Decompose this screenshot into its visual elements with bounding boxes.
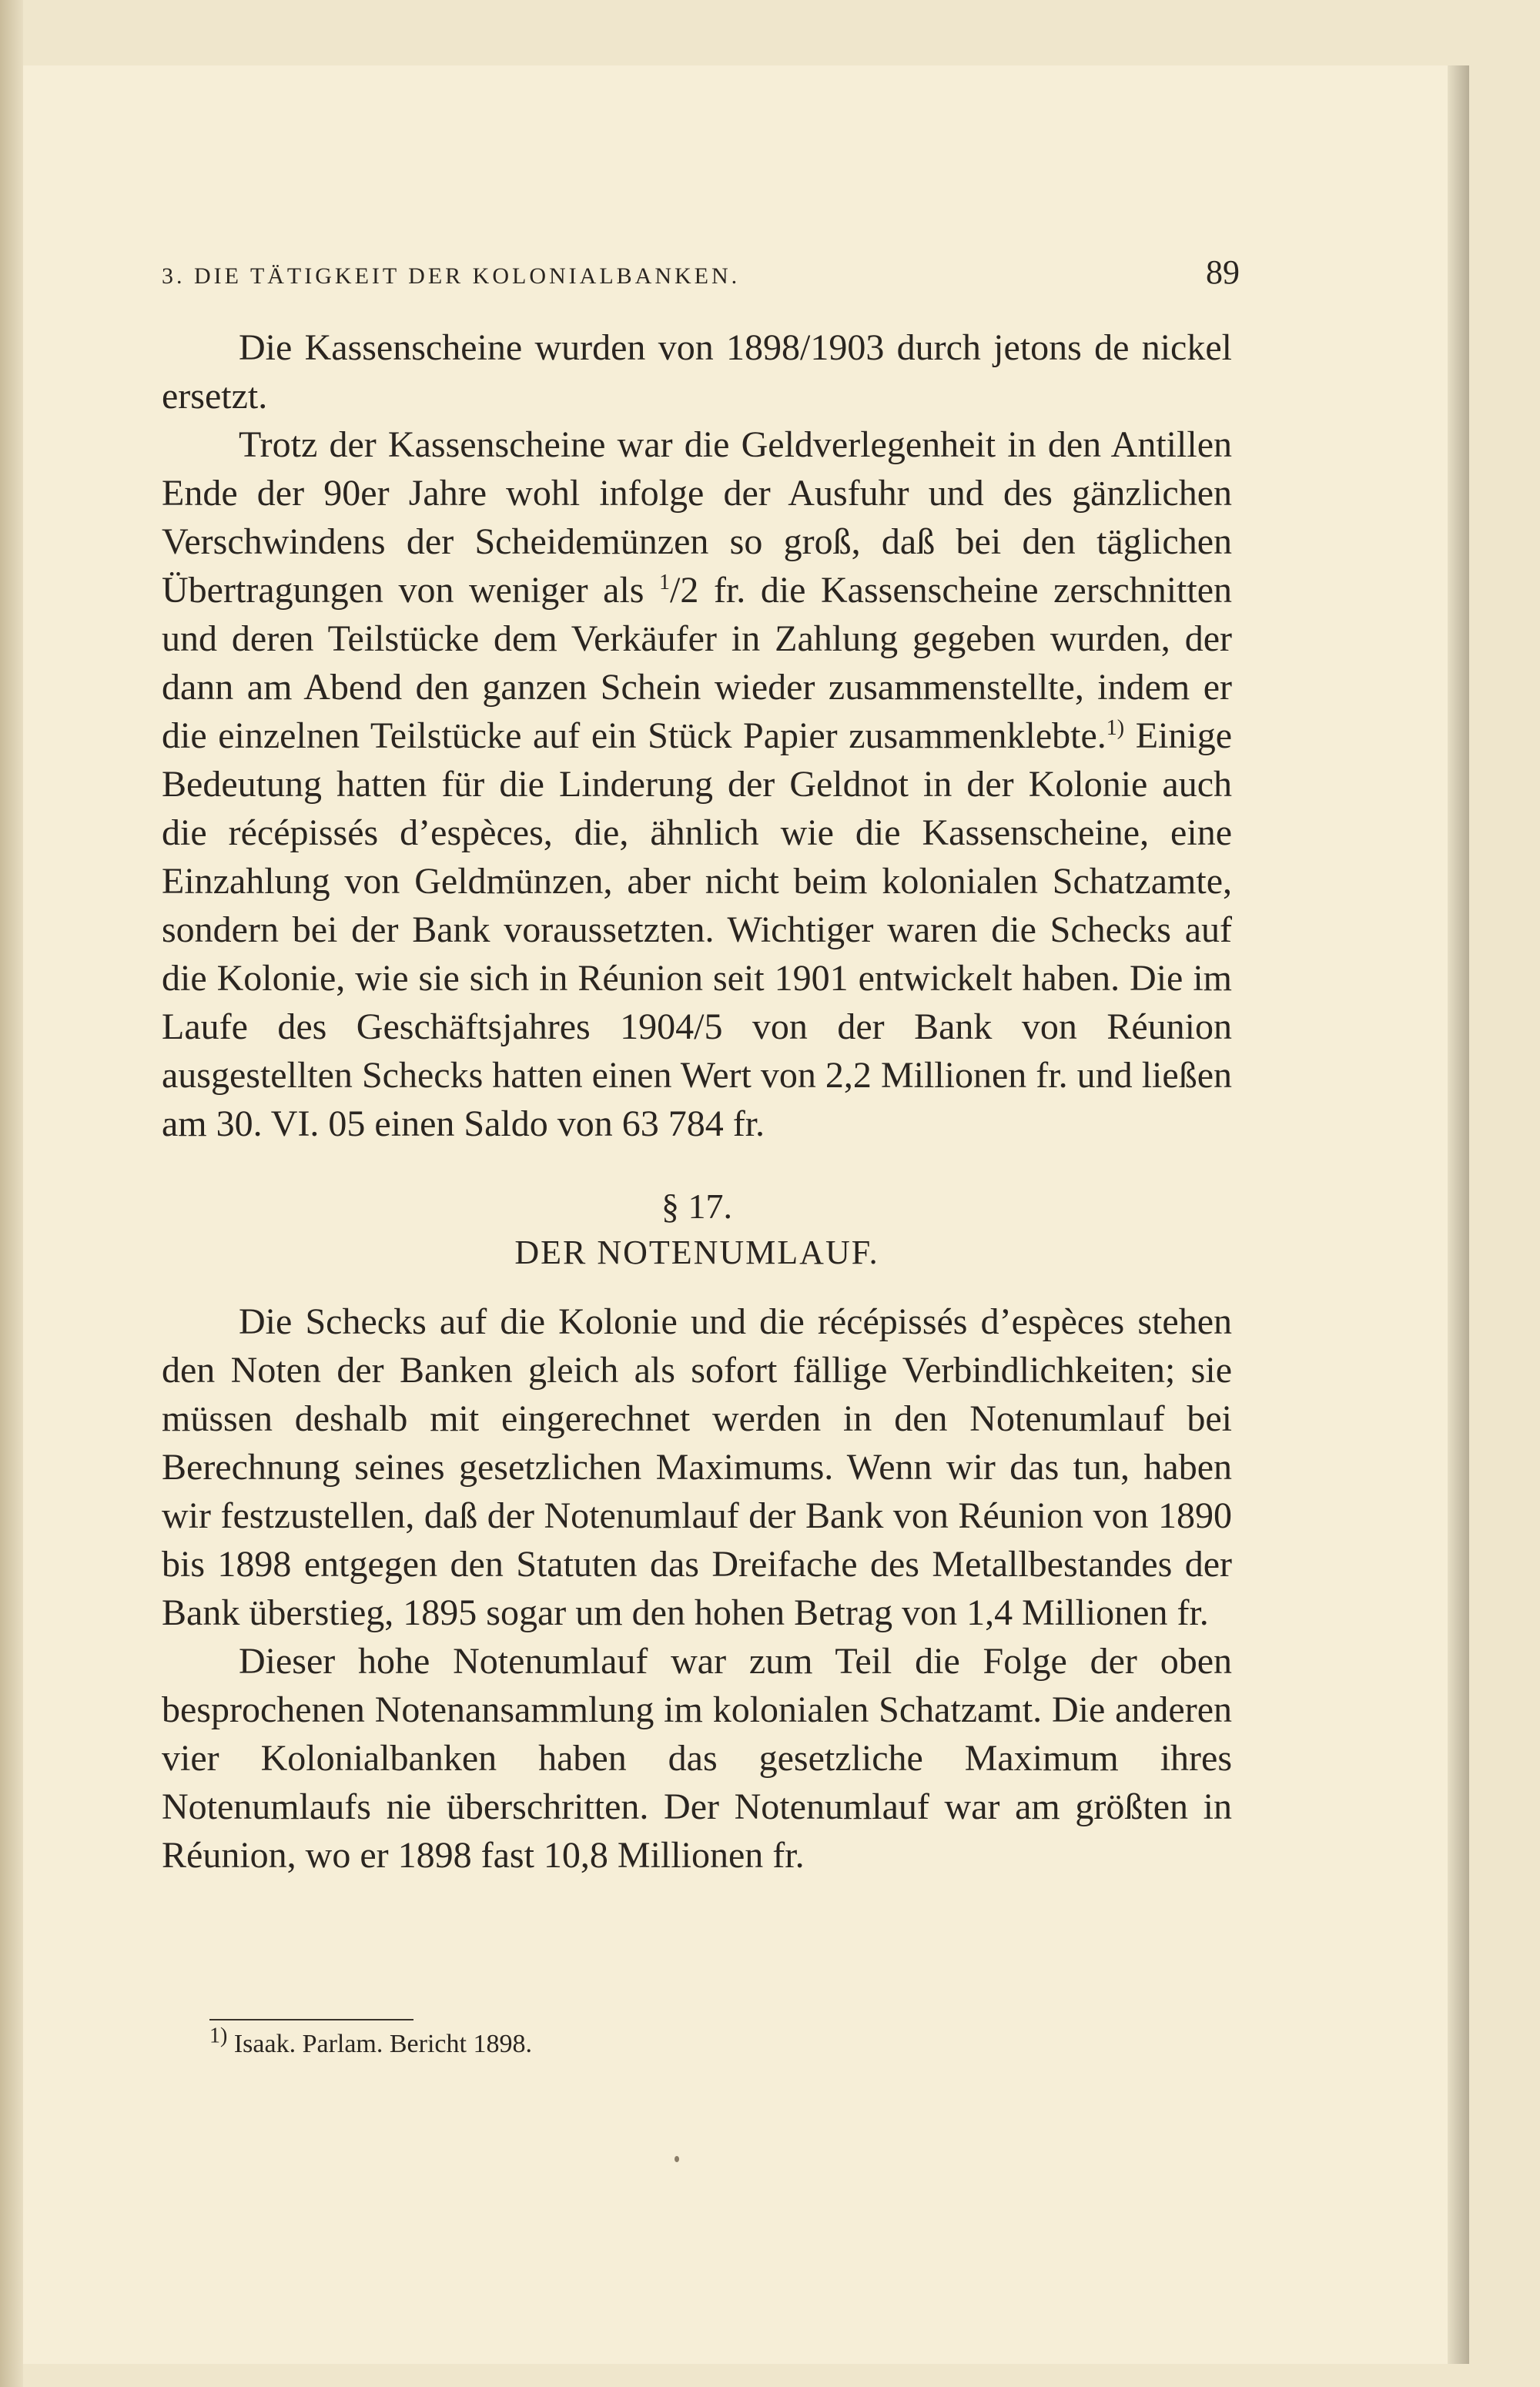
section-number: § 17. xyxy=(661,1187,732,1226)
paragraph-2-part-a: Trotz der Kassenscheine war die Geldverlegenheit in den Antillen Ende der 90er Jahre wohl infolge der Ausfuhr und des gänzlichen Verschwindens der Scheidemünzen so groß, daß bei den täglichen Übertragungen von weniger als xyxy=(162,424,1232,611)
footnote-rule xyxy=(209,2019,413,2020)
page-number: 89 xyxy=(1206,253,1240,291)
paragraph-1: Die Kassenscheine wurden von 1898/1903 durch jetons de nickel ersetzt. xyxy=(162,327,1232,417)
footnote-reference: 1) xyxy=(1106,716,1125,740)
body-text xyxy=(162,323,1232,1880)
footnote xyxy=(209,2025,532,2064)
paragraph-4: Dieser hohe Notenumlauf war zum Teil die Folge der oben besprochenen Notenansammlung im kolonialen Schatzamt. Die anderen vier Kolonialbanken haben das gesetzliche Maximum ihres Notenumlaufs nie überschritten. Der Notenumlauf war am größten in Réunion, wo er 1898 fast 10,8 Millionen fr. xyxy=(162,1641,1232,1876)
paragraph-2 xyxy=(162,420,1232,1148)
book-gutter-shadow xyxy=(0,0,23,2387)
section-title: DER NOTENUMLAUF. xyxy=(514,1234,879,1271)
paragraph-2-part-c: Einige Bedeutung hatten für die Linderung der Geldnot in der Kolonie auch die récépissés d’espèces, die, ähnlich wie die Kassenscheine, eine Einzahlung von Geldmünzen, aber nicht beim kolonialen Schatzamte, sondern bei der Bank voraussetzten. Wichtiger waren die Schecks auf die Kolonie, wie sie sich in Réunion seit 1901 entwickelt haben. Die im Laufe des Geschäftsjahres 1904/5 von der Bank von Réunion ausgestellten Schecks hatten einen Wert von 2,2 Millionen fr. und ließen am 30. VI. 05 einen Saldo von 63 784 fr. xyxy=(162,715,1233,1144)
page-edge-strip xyxy=(1448,65,1469,2364)
running-title: 3. DIE TÄTIGKEIT DER KOLONIALBANKEN. xyxy=(162,263,741,289)
ink-speck xyxy=(675,2156,679,2162)
footnote-text: Isaak. Parlam. Bericht 1898. xyxy=(233,2030,532,2058)
paragraph-2-part-b: fr. die Kassenscheine zerschnitten und deren Teilstücke dem Verkäufer in Zahlung gegeben wurden, der dann am Abend den ganzen Schein wieder zusammenstellte, indem er die einzelnen Teilstücke auf ein Stück Papier zusammenklebte. xyxy=(162,570,1233,756)
fraction-denominator: /2 xyxy=(670,570,699,611)
running-head xyxy=(162,253,1240,299)
fraction-numerator: 1 xyxy=(659,571,671,594)
paragraph-3: Die Schecks auf die Kolonie und die récépissés d’espèces stehen den Noten der Banken gleich als sofort fällige Verbindlichkeiten; sie müssen deshalb mit eingerechnet werden in den Notenumlauf bei Berechnung seines gesetzlichen Maximums. Wenn wir das tun, haben wir festzustellen, daß der Notenumlauf der Bank von Réunion von 1890 bis 1898 entgegen den Statuten das Dreifache des Metallbestandes der Bank überstieg, 1895 sogar um den hohen Betrag von 1,4 Millionen fr. xyxy=(162,1301,1232,1633)
footnote-marker: 1) xyxy=(209,2024,228,2048)
